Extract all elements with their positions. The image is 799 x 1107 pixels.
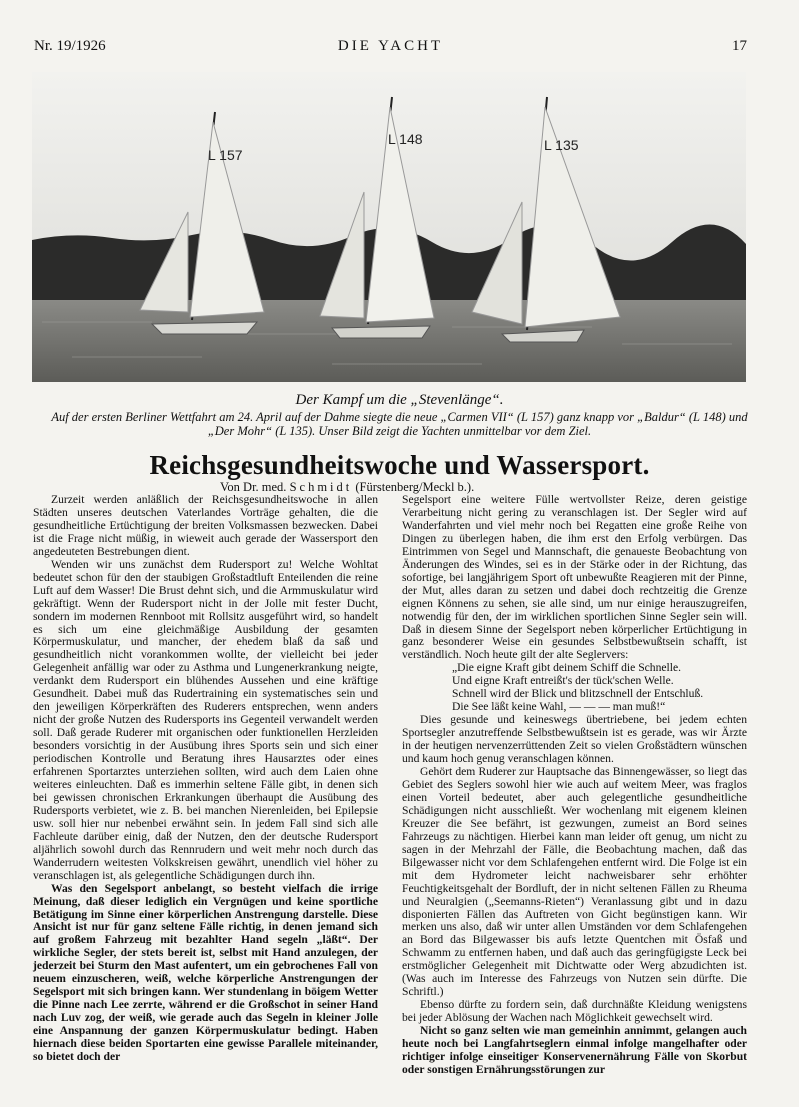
paragraph: Wenden wir uns zunächst dem Rudersport zu! Welche Wohltat bedeutet schon für den der staubigen Großstadtluft Enteilenden die reine Luft auf dem Wasser! Die Brust dehnt sich, und die Armmuskulatur wird gekräftigt. Wenn der Rudersport nicht in der Jolle mit fester Ducht, sondern im modernen Rennboot mit Rollsitz ausgeführt wird, so handelt es sich um eine gleichmäßige Ausbildung der gesamten Körpermuskulatur, und mancher, der ehedem blaß da saß und gesundheitlich nicht vorankommen wollte, der vielleicht bei jeder Gelegenheit anfällig war oder zu Asthma und Lungenerkrankung neigte, verdankt dem Rudersport ein blühendes Aussehen und eine kräftige Gesundheit. Dabei muß das Rudertraining ein systematisches sein und den jeweiligen Körperkräften des Ruderers entsprechen, wenn anders nicht der große Nutzen des Rudersports ins Gegenteil verwandelt werden soll. Daß gerade Ruderer mit organischen oder funktionellen Herzleiden besonders vorsichtig in der Ausübung ihres Sports sein und sich einer periodischen Kontrolle und Beratung ihres Hausarztes oder eines erfahrenen Sportarztes unterziehen sollten, wird auch dem Laien ohne weiteres einleuchten. Daß es immerhin seltene Fälle gibt, in denen sich bei gewissen chronischen Erkrankungen überhaupt die Ausübung des Rudersports verbietet, wie z. B. bei manchen Nierenleiden, bei Epilepsie usw. soll hier nur nebenbei erwähnt sein. In jedem Fall sind sich alle Fachleute darüber einig, daß der Nutzen, den der deutsche Rudersport aljährlich sowohl durch das Rennrudern und weit mehr noch durch das Wanderrudern weitesten Volkskreisen gewährt, unendlich viel höher zu veranschlagen ist, als gelegentliche Schädigungen durch ihn. bbox=[33, 557, 378, 882]
paragraph: Ebenso dürfte zu fordern sein, daß durchnäßte Kleidung wenigstens bei jeder Ablösung der Wachen nach Möglichkeit gewechselt wird. bbox=[402, 998, 747, 1025]
page-header bbox=[34, 38, 747, 58]
byline-author: Schmidt bbox=[289, 480, 353, 494]
paragraph: Gehört dem Ruderer zur Hauptsache das Binnengewässer, so liegt das Gebiet des Seglers sowohl hier wie auch auf weitem Meer, was fraglos einen Vorteil bedeutet, aber auch gelegentliche gesundheitliche Schädigungen nicht ausschließt. Wer wochenlang mit eigenem kleinen Kreuzer die See befährt, ist gezwungen, zumeist an Bord seines Fahrzeugs zu nächtigen. Hierbei kann man leider oft genug, um nicht zu sagen in der Mehrzahl der Fälle, die Beobachtung machen, daß das Bilgewasser nicht vor dem Schlafengehen entfernt wird. Die Folge ist ein mit dem Hydrometer leicht nachweisbarer sehr erhöhter Feuchtigkeitsgehalt der Bordluft, der in nicht seltenen Fällen zu Rheuma und Neuralgien („Seemanns-Rieten“) Veranlassung gibt und in dazu disponierten Fällen das Auftreten von Gicht begünstigen kann. Wir merken uns also, daß wir unter allen Umständen vor dem Schlafengehen an Bord das Bilgewasser bis aufs letzte Quentchen mit Ösfaß und Schwamm zu entfernen haben, und daß auch das geringfügigste Leck bei erstmöglicher Gelegenheit mit Dichtwatte oder Werg abzudichten ist. (Was auch im Interesse des Fahrzeugs von Nutzen sein dürfte. Die Schriftl.) bbox=[402, 765, 747, 999]
issue-number: Nr. 19/1926 bbox=[34, 38, 106, 54]
sail-number-l148: L 148 bbox=[388, 131, 423, 147]
article-headline: Reichsgesundheitswoche und Wassersport. bbox=[149, 450, 650, 480]
verse-line: Schnell wird der Blick und blitzschnell der Entschluß. bbox=[452, 687, 704, 701]
byline-place: (Fürstenberg/Meckl b.). bbox=[355, 480, 475, 494]
magazine-title: DIE YACHT bbox=[337, 38, 444, 54]
verse-line: Und eigne Kraft entreißt's der tück'schen Welle. bbox=[452, 674, 674, 688]
regatta-photo bbox=[32, 72, 746, 382]
paragraph: Segelsport eine weitere Fülle wertvollster Reize, deren geistige Verarbeitung nicht gering zu veranschlagen ist. Der Segler wird auf Wanderfahrten und viel mehr noch bei Regatten eine große Reihe von Dingen zu überlegen haben, die ihm erst den Erfolg verbürgen. Das Eintrimmen von Segel und Mannschaft, die genaueste Beobachtung von Änderungen des Windes, sei es in der Stärke oder in der Richtung, das sofortige, bei langjährigem Sport oft unbewußte Reagieren mit der Pinne, der Mut, alles daran zu setzen und dabei doch rechtzeitig die Grenze eignen Könnens zu sehen, sie alle sind, um nur einige herauszugreifen, notwendig für den, der im wirklichen sportlichen Sinne Segler sein will. Daß in diesem Sinne der Segelsport neben körperlicher Ertüchtigung in ganz besonderer Weise ein gesundes Selbstbewußtsein schafft, ist verständlich. Noch heute gilt der alte Seglervers: bbox=[402, 493, 747, 662]
photo-caption-text: Auf der ersten Berliner Wettfahrt am 24. April auf der Dahme siegte die neue „Carmen VII“ (L 157) ganz knapp vor „Baldur“ (L 148) und „Der Mohr“ (L 135). Unser Bild zeigt die Yachten unmittelbar vor dem Ziel. bbox=[51, 410, 748, 438]
sail-number-l157: L 157 bbox=[208, 147, 243, 163]
right-column bbox=[402, 494, 747, 1077]
paragraph: Was den Segelsport anbelangt, so besteht vielfach die irrige Meinung, daß dieser lediglich ein Vergnügen und keine sportliche Betätigung im Sinne einer körperlichen Anstrengung darstelle. Diese Ansicht ist nur für ganz seltene Fälle richtig, in denen jemand sich auf großem Fahrzeug mit bezahlter Hand segeln „läßt“. Der wirkliche Segler, der stets bereit ist, selbst mit Hand anzulegen, der jederzeit bei Sturm den Mast aufentert, um ein gebrochenes Fall von neuem einzuscheren, weiß, welche körperliche Anstrengungen der Segelsport mit sich bringen kann. Wer stundenlang in böigem Wetter die Pinne nach Lee zerrte, während er die Großschot in seiner Hand nach Luv zog, der weiß, wie gerade auch das Segeln in kleiner Jolle eine Anspannung der ganzen Körpermuskulatur bedingt. Haben hiernach diese beiden Sportarten eine gewisse Parallele miteinander, so bietet doch der bbox=[33, 881, 378, 1063]
page-number: 17 bbox=[732, 38, 747, 54]
left-column bbox=[33, 494, 378, 1064]
paragraph: Nicht so ganz selten wie man gemeinhin annimmt, gelangen auch heute noch bei Langfahrtseglern einmal infolge mangelhafter oder richtiger infolge einseitiger Konservenernährung Fälle von Skorbut oder sonstigen Ernährungsstörungen zur bbox=[402, 1024, 747, 1076]
paragraph: Zurzeit werden anläßlich der Reichsgesundheitswoche in allen Städten unseres deutschen Vaterlandes Vorträge gehalten, die die gesundheitliche Ertüchtigung der breiten Volksmassen bezwecken. Dabei ist die Frage nicht müßig, in wieweit auch gerade der Wassersport den angedeuteten Bestrebungen dient. bbox=[33, 493, 378, 558]
sailing-yachts-illustration bbox=[32, 72, 746, 382]
verse-line: Die See läßt keine Wahl, — — — man muß!“ bbox=[452, 700, 666, 714]
photo-caption-title: Der Kampf um die „Stevenlänge“. bbox=[295, 392, 504, 408]
verse-line: „Die eigne Kraft gibt deinem Schiff die Schnelle. bbox=[452, 661, 682, 675]
byline-prefix: Von Dr. med. bbox=[220, 480, 287, 494]
sail-number-l135: L 135 bbox=[544, 137, 579, 153]
paragraph: Dies gesunde und keineswegs übertriebene, bei jedem echten Sportsegler anzutreffende Selbstbewußtsein ist es gerade, was wir Ärzte in der heutigen nervenzerrüttenden Zeit so vielen Großstädtern wünschen und kaum hoch genug veranschlagen können. bbox=[402, 713, 747, 766]
